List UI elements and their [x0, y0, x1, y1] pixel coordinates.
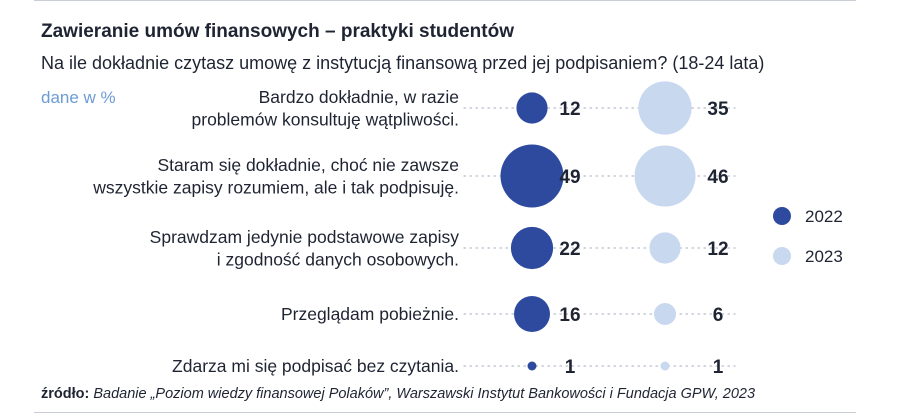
bubble-2023 — [638, 81, 691, 134]
bubble-2023 — [654, 303, 676, 325]
bubble-2022 — [501, 145, 564, 208]
value-label-2022: 22 — [559, 239, 581, 260]
category-label — [150, 227, 460, 270]
category-label-line: problemów konsultuję wątpliwości. — [191, 109, 459, 130]
category-label — [281, 304, 459, 324]
category-label — [92, 155, 459, 198]
value-label-2023: 46 — [707, 167, 729, 188]
legend-label-2023: 2023 — [805, 247, 843, 266]
legend-label-2022: 2022 — [805, 207, 843, 226]
chart-subtitle: Na ile dokładnie czytasz umowę z instytucją finansową przed jej podpisaniem? (18-24 lata) — [41, 53, 765, 73]
value-label-2022: 1 — [564, 357, 576, 378]
value-label-2023: 12 — [707, 239, 729, 260]
bubble-2022 — [514, 296, 550, 332]
value-label-2022: 12 — [559, 99, 581, 120]
value-label-2022: 49 — [559, 167, 581, 188]
value-label-2022: 16 — [559, 305, 581, 326]
value-label-2023: 1 — [712, 357, 724, 378]
category-label-line: Bardzo dokładnie, w razie — [258, 86, 459, 107]
unit-note: dane w % — [41, 88, 116, 107]
bubble-2022 — [516, 92, 547, 123]
category-label-line: Sprawdzam jedynie podstawowe zapisy — [149, 226, 459, 247]
category-label-line: i zgodność danych osobowych. — [216, 249, 459, 270]
chart-title: Zawieranie umów finansowych – praktyki studentów — [41, 21, 514, 42]
bubble-2023 — [661, 362, 670, 371]
bubble-2023 — [649, 232, 680, 263]
legend-marker-2022 — [773, 207, 791, 225]
category-label-line: wszystkie zapisy rozumiem, ale i tak podpisuję. — [93, 177, 459, 198]
value-label-2023: 6 — [712, 305, 724, 326]
source-note — [41, 386, 755, 402]
category-label-line: Przeglądam pobieżnie. — [280, 304, 459, 324]
bubble-2022 — [528, 362, 537, 371]
source-text: Badanie „Poziom wiedzy finansowej Polaków”, Warszawski Instytut Bankowości i Fundacja GPW, 2023 — [93, 386, 756, 402]
bubble-2022 — [511, 227, 553, 269]
category-label — [192, 87, 459, 130]
category-label-line: Zdarza mi się podpisać bez czytania. — [172, 356, 459, 376]
value-label-2023: 35 — [707, 99, 729, 120]
bubble-2023 — [634, 145, 695, 206]
source-label: źródło: — [41, 386, 90, 402]
bottom-divider — [34, 412, 856, 413]
category-label — [172, 356, 459, 376]
legend-marker-2023 — [773, 247, 791, 265]
category-label-line: Staram się dokładnie, choć nie zawsze — [157, 154, 459, 175]
